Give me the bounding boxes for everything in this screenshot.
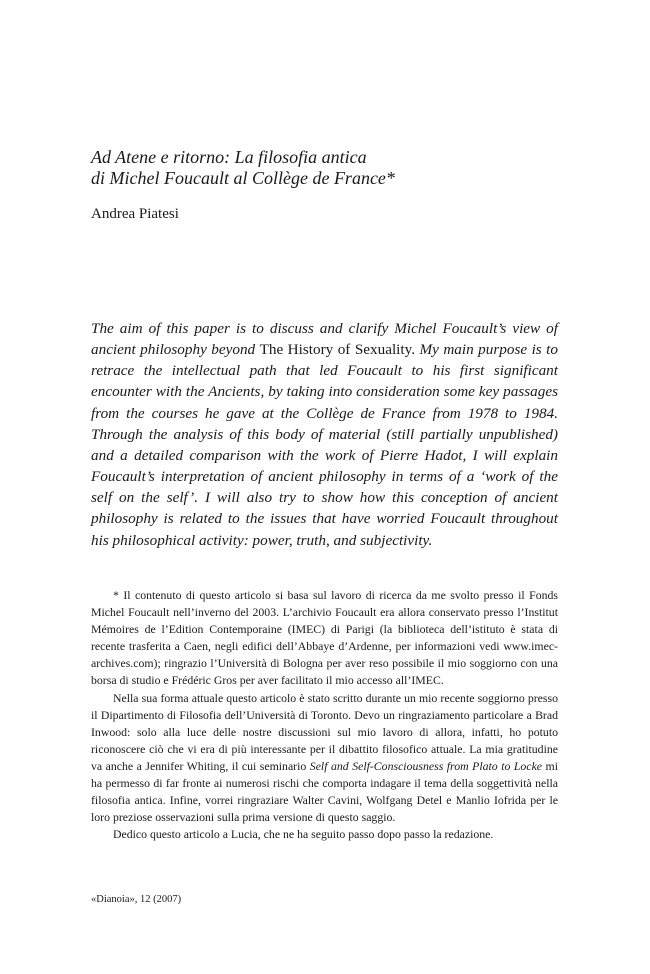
abstract-book-title: The History of Sexuality. [259,341,416,359]
footnote-paragraph-2-text-b: mi ha permesso di far fronte ai numerosi rischi che comporta indagare il tema della soggettività nella filosofia antica. Infine, vorrei ringraziare Walter Cavini, Wolfgang Detel e Manlio Iofrida per le loro preziose osservazioni sulla prima versione di questo saggio. [91,758,559,825]
footnote-paragraph-2 [91,690,558,827]
footnote-paragraph-3: Dedico questo articolo a Lucia, che ne ha seguito passo dopo passo la redazione. [113,827,494,842]
article-title-line-1: Ad Atene e ritorno: La filosofia antica [91,147,367,167]
article-title-line-2: di Michel Foucault al Collège de France* [91,168,395,188]
author-name: Andrea Piatesi [91,206,179,222]
abstract-part-1: The aim of this paper is to discuss and clarify Michel Foucault’s view of ancient philosophy beyond [91,320,558,359]
abstract [91,318,558,551]
footnote [91,587,558,843]
footnote-seminar-title: Self and Self-Consciousness from Plato to Locke [309,758,543,773]
journal-citation: «Dianoia», 12 (2007) [91,894,182,905]
article-title [91,147,571,189]
footnote-paragraph-1: * Il contenuto di questo articolo si basa sul lavoro di ricerca da me svolto presso il Fonds Michel Foucault nell’inverno del 2003. L’archivio Foucault era allora conservato presso l’Institut Mémoires de l’Edition Contemporaine (IMEC) di Parigi (la biblioteca dell’istituto è stata di recente trasferita a Caen, negli edifici dell’Abbaye d’Ardenne, per informazioni vedi www.imec-archives.com); ringrazio l’Università di Bologna per aver reso possibile il mio soggiorno con una borsa di studio e Frédéric Gros per aver facilitato il mio accesso all’IMEC. [91,588,558,688]
abstract-part-2: My main purpose is to retrace the intellectual path that led Foucault to his first significant encounter with the Ancients, by taking into consideration some key passages from the courses he gave at the Collège de France from 1978 to 1984. Through the analysis of this body of material (still partially unpublished) and a detailed comparison with the work of Pierre Hadot, I will explain Foucault’s interpretation of ancient philosophy in terms of a ‘work of the self on the self’. I will also try to show how this conception of ancient philosophy is related to the issues that have worried Foucault throughout his philosophical activity: power, truth, and subjectivity. [91,341,558,549]
footnote-paragraph-2-text-a: Nella sua forma attuale questo articolo è stato scritto durante un mio recente soggiorno presso il Dipartimento di Filosofia dell’Università di Toronto. Devo un ringraziamento particolare a Brad Inwood: solo alla luce delle nostre discussioni sul mio lavoro di allora, infatti, ho potuto riconoscere ciò che vi era di più interessante per il dibattito filosofico attuale. La mia gratitudine va anche a Jennifer Whiting, il cui seminario [91,690,558,773]
